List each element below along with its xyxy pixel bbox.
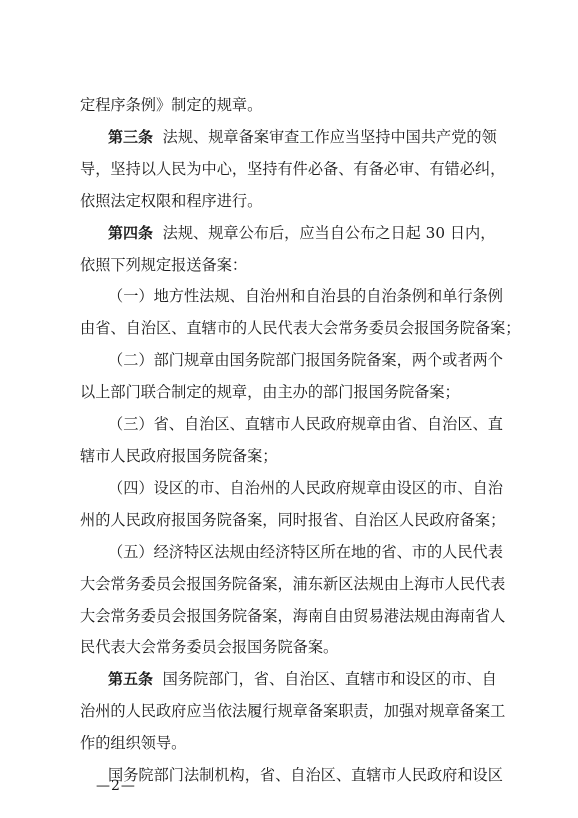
text-line xyxy=(80,601,512,633)
line-text: 国务院部门，省、自治区、直辖市和设区的市、自 xyxy=(162,670,497,689)
list-item-line xyxy=(80,345,512,377)
text-line xyxy=(80,569,512,601)
line-text: 作的组织领导。 xyxy=(80,734,187,753)
line-text: （五）经济特区法规由经济特区所在地的省、市的人民代表 xyxy=(108,542,503,561)
article-heading-line xyxy=(80,218,512,250)
line-text: 以上部门联合制定的规章，由主办的部门报国务院备案； xyxy=(80,383,460,402)
line-text: 由省、自治区、直辖市的人民代表大会常务委员会报国务院备案； xyxy=(80,319,521,338)
line-text: （三）省、自治区、直辖市人民政府规章由省、自治区、直 xyxy=(108,415,503,434)
line-text: （一）地方性法规、自治州和自治县的自治条例和单行条例 xyxy=(108,287,503,306)
line-text: 大会常务委员会报国务院备案，海南自由贸易港法规由海南省人 xyxy=(80,606,506,625)
line-text: 依照下列规定报送备案： xyxy=(80,255,248,274)
list-item-line xyxy=(80,537,512,569)
list-item-line xyxy=(80,281,512,313)
line-text: 大会常务委员会报国务院备案，浦东新区法规由上海市人民代表 xyxy=(80,574,506,593)
line-text: 导，坚持以人民为中心，坚持有件必备、有备必审、有错必纠， xyxy=(80,159,506,178)
line-text: 州的人民政府报国务院备案，同时报省、自治区人民政府备案； xyxy=(80,510,506,529)
text-line xyxy=(80,154,512,186)
line-text: 依照法定权限和程序进行。 xyxy=(80,191,263,210)
article-label: 第五条 xyxy=(108,670,154,689)
article-label: 第四条 xyxy=(108,223,154,242)
text-line xyxy=(80,377,512,409)
article-heading-line xyxy=(80,122,512,154)
line-text: 民代表大会常务委员会报国务院备案。 xyxy=(80,638,339,657)
text-line xyxy=(80,441,512,473)
text-line xyxy=(80,728,512,760)
line-text: 法规、规章公布后，应当自公布之日起 30 日内， xyxy=(162,223,496,242)
page-number: —2— xyxy=(96,778,136,794)
article-label: 第三条 xyxy=(108,127,154,146)
text-line xyxy=(80,250,512,282)
text-line xyxy=(80,505,512,537)
line-text: 治州的人民政府应当依法履行规章备案职责，加强对规章备案工 xyxy=(80,702,506,721)
line-text: （四）设区的市、自治州的人民政府规章由设区的市、自治 xyxy=(108,478,503,497)
line-text: 定程序条例》制定的规章。 xyxy=(80,96,263,114)
document-body xyxy=(80,90,521,792)
paragraph-line xyxy=(80,760,512,792)
article-heading-line xyxy=(80,664,512,696)
text-line xyxy=(80,186,512,218)
text-line xyxy=(80,696,512,728)
text-line xyxy=(80,632,512,664)
text-line xyxy=(80,90,512,122)
line-text: 国务院部门法制机构，省、自治区、直辖市人民政府和设区 xyxy=(108,766,503,785)
list-item-line xyxy=(80,409,512,441)
line-text: （二）部门规章由国务院部门报国务院备案，两个或者两个 xyxy=(108,351,503,370)
text-line xyxy=(80,313,521,345)
line-text: 法规、规章备案审查工作应当坚持中国共产党的领 xyxy=(162,127,497,146)
list-item-line xyxy=(80,473,512,505)
line-text: 辖市人民政府报国务院备案； xyxy=(80,446,278,465)
